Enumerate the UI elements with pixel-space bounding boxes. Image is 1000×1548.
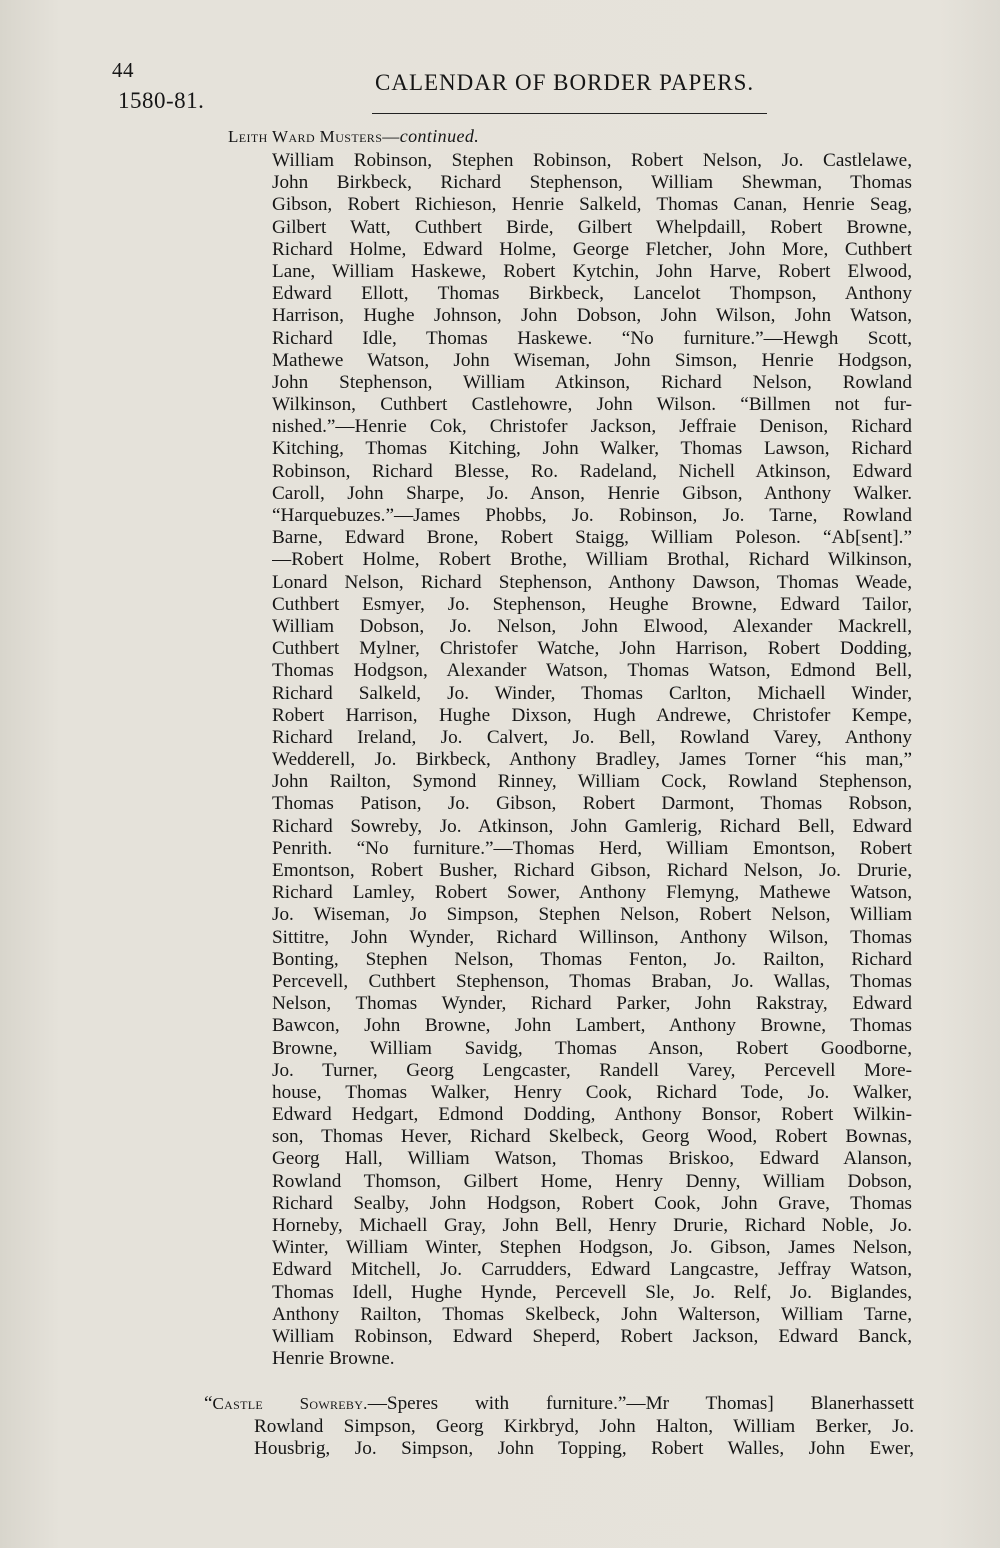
text-line: Mathewe Watson, John Wiseman, John Simson, Henrie Hodgson, [272,349,912,371]
section-title: Leith Ward Musters— [228,127,400,146]
text-line: Richard Sealby, John Hodgson, Robert Cook, John Grave, Thomas [272,1192,912,1214]
text-line: Browne, William Savidg, Thomas Anson, Robert Goodborne, [272,1037,912,1059]
running-title: CALENDAR OF BORDER PAPERS. [375,70,755,95]
text-line: Gilbert Watt, Cuthbert Birde, Gilbert Whelpdaill, Robert Browne, [272,216,912,238]
text-line: Robinson, Richard Blesse, Ro. Radeland, Nichell Atkinson, Edward [272,460,912,482]
text-line: Jo. Wiseman, Jo Simpson, Stephen Nelson, Robert Nelson, William [272,904,912,926]
text-line: Edward Mitchell, Jo. Carrudders, Edward Langcastre, Jeffray Watson, [272,1259,912,1281]
text-line: Percevell, Cuthbert Stephenson, Thomas Braban, Jo. Wallas, Thomas [272,970,912,992]
castle-sowreby-text [254,1416,914,1460]
text-line: Lonard Nelson, Richard Stephenson, Anthony Dawson, Thomas Weade, [272,571,912,593]
text-line: William Robinson, Edward Sheperd, Robert Jackson, Edward Banck, [272,1325,912,1347]
text-line: Rowland Simpson, Georg Kirkbryd, John Halton, William Berker, Jo. [254,1416,914,1437]
text-line: Robert Harrison, Hughe Dixson, Hugh Andrewe, Christofer Kempe, [272,704,912,726]
text-line: “Harquebuzes.”—James Phobbs, Jo. Robinson, Jo. Tarne, Rowland [272,505,912,526]
text-line: nished.”—Henrie Cok, Christofer Jackson, Jeffraie Denison, Richard [272,416,912,438]
section-continued: continued. [399,126,480,146]
text-line: Housbrig, Jo. Simpson, John Topping, Robert Walles, John Ewer, [254,1438,914,1460]
text-line: Thomas Idell, Hughe Hynde, Percevell Sle, Jo. Relf, Jo. Biglandes, [272,1281,912,1303]
text-line: Barne, Edward Brone, Robert Staigg, William Poleson. “Ab[sent].” [272,527,912,549]
text-line: John Stephenson, William Atkinson, Richard Nelson, Rowland [272,371,912,393]
text-line: Gibson, Robert Richieson, Henrie Salkeld, Thomas Canan, Henrie Seag, [272,194,912,216]
text-line: Nelson, Thomas Wynder, Richard Parker, John Rakstray, Edward [272,993,912,1015]
text-line: Winter, William Winter, Stephen Hodgson, Jo. Gibson, James Nelson, [272,1237,912,1259]
text-line: Edward Hedgart, Edmond Dodding, Anthony Bonsor, Robert Wilkin- [272,1104,912,1126]
text-line: William Robinson, Stephen Robinson, Robert Nelson, Jo. Castlelawe, [272,150,912,171]
text-line: Penrith. “No furniture.”—Thomas Herd, William Emontson, Robert [272,837,912,859]
text-line: Thomas Patison, Jo. Gibson, Robert Darmont, Thomas Robson, [272,793,912,815]
text-line: Richard Lamley, Robert Sower, Anthony Flemyng, Mathewe Watson, [272,882,912,904]
text-line: Anthony Railton, Thomas Skelbeck, John Walterson, William Tarne, [272,1303,912,1325]
text-line: Richard Salkeld, Jo. Winder, Thomas Carlton, Michaell Winder, [272,682,912,704]
text-line: John Birkbeck, Richard Stephenson, William Shewman, Thomas [272,172,912,194]
year-label: 1580-81. [118,88,205,113]
text-line: Wedderell, Jo. Birkbeck, Anthony Bradley, James Torner “his man,” [272,749,912,771]
text-line: Thomas Hodgson, Alexander Watson, Thomas Watson, Edmond Bell, [272,660,912,682]
text-line: Cuthbert Esmyer, Jo. Stephenson, Heughe Browne, Edward Tailor, [272,593,912,615]
castle-sowreby-title: Castle Sowreby. [212,1394,368,1413]
header-rule [372,113,767,114]
text-line: Jo. Turner, Georg Lengcaster, Randell Varey, Percevell More- [272,1059,912,1081]
open-quote: “ [204,1393,213,1414]
text-line: Bonting, Stephen Nelson, Thomas Fenton, Jo. Railton, Richard [272,948,912,970]
text-line: Bawcon, John Browne, John Lambert, Anthony Browne, Thomas [272,1015,912,1037]
text-line: Emontson, Robert Busher, Richard Gibson, Richard Nelson, Jo. Drurie, [272,860,912,881]
text-line: Harrison, Hughe Johnson, John Dobson, John Wilson, John Watson, [272,305,912,327]
text-line: Sittitre, John Wynder, Richard Willinson, Anthony Wilson, Thomas [272,926,912,948]
text-line: Henrie Browne. [272,1348,395,1370]
text-line: Edward Ellott, Thomas Birkbeck, Lancelot Thompson, Anthony [272,283,912,305]
text-line: son, Thomas Hever, Richard Skelbeck, Georg Wood, Robert Bownas, [272,1126,912,1148]
text-line: Cuthbert Mylner, Christofer Watche, John Harrison, Robert Dodding, [272,638,912,660]
text-line: Richard Holme, Edward Holme, George Fletcher, John More, Cuthbert [272,238,912,260]
text-line: Rowland Thomson, Gilbert Home, Henry Denny, William Dobson, [272,1170,912,1192]
text-line: house, Thomas Walker, Henry Cook, Richard Tode, Jo. Walker, [272,1081,912,1103]
page-number: 44 [112,58,134,82]
text-line: Caroll, John Sharpe, Jo. Anson, Henrie Gibson, Anthony Walker. [272,482,912,504]
text-line: Georg Hall, William Watson, Thomas Briskoo, Edward Alanson, [272,1148,912,1170]
castle-sowreby-first-line: —Speres with furniture.”—Mr Thomas] Blanerhassett [367,1393,914,1414]
text-line: Richard Ireland, Jo. Calvert, Jo. Bell, Rowland Varey, Anthony [272,726,912,748]
text-line: William Dobson, Jo. Nelson, John Elwood, Alexander Mackrell, [272,615,912,637]
section-heading [228,126,479,147]
text-line: Richard Sowreby, Jo. Atkinson, John Gamlerig, Richard Bell, Edward [272,815,912,837]
text-line: Kitching, Thomas Kitching, John Walker, Thomas Lawson, Richard [272,438,912,460]
text-line: Horneby, Michaell Gray, John Bell, Henry Drurie, Richard Noble, Jo. [272,1215,912,1236]
muster-roll-text [272,150,912,1370]
text-line: Wilkinson, Cuthbert Castlehowre, John Wilson. “Billmen not fur- [272,394,912,416]
text-line: John Railton, Symond Rinney, William Cock, Rowland Stephenson, [272,771,912,793]
text-line: —Robert Holme, Robert Brothe, William Brothal, Richard Wilkinson, [272,549,912,571]
text-line: Richard Idle, Thomas Haskewe. “No furniture.”—Hewgh Scott, [272,327,912,349]
castle-sowreby-heading [204,1393,914,1415]
text-line: Lane, William Haskewe, Robert Kytchin, John Harve, Robert Elwood, [272,260,912,282]
